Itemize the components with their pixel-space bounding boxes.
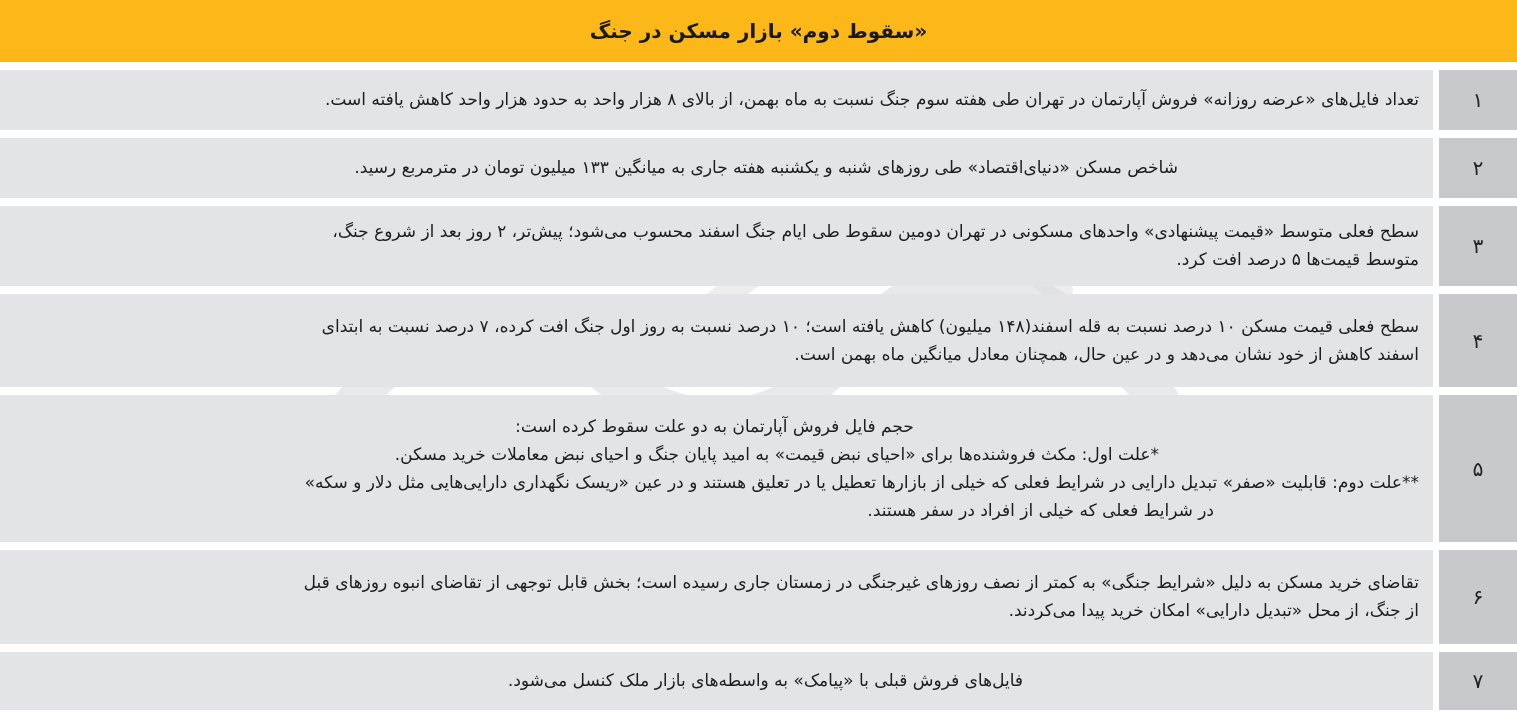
row-text-line: سطح فعلی متوسط «قیمت پیشنهادی» واحدهای مسکونی در تهران دومین سقوط طی ایام جنگ اسفند محسوب می‌شود؛ پیش‌تر، ۲ روز بعد از شروع جنگ، — [332, 222, 1419, 242]
row-text-line: تقاضای خرید مسکن به دلیل «شرایط جنگی» به کمتر از نصف روزهای غیرجنگی در زمستان جاری رسیده است؛ بخش قابل توجهی از تقاضای انبوه روزهای قبل — [303, 573, 1419, 593]
row-text-line: سطح فعلی قیمت مسکن ۱۰ درصد نسبت به قله اسفند(۱۴۸ میلیون) کاهش یافته است؛ ۱۰ درصد نسبت به روز اول جنگ افت کرده، ۷ درصد نسبت به ابتدای — [321, 316, 1419, 337]
row-text-line: اسفند کاهش از خود نشان می‌دهد و در عین حال، همچنان معادل میانگین ماه بهمن است. — [794, 344, 1419, 365]
summary-table — [0, 62, 1517, 713]
row-text-line: متوسط قیمت‌ها ۵ درصد افت کرد. — [1176, 250, 1419, 270]
row-number: ۱ — [1439, 70, 1517, 130]
row-number: ۳ — [1439, 206, 1517, 286]
row-text-line: تعداد فایل‌های «عرضه روزانه» فروش آپارتمان در تهران طی هفته سوم جنگ نسبت به ماه بهمن، از بالای ۸ هزار واحد به حدود هزار واحد کاهش یافته است. — [324, 90, 1419, 110]
row-number: ۲ — [1439, 138, 1517, 198]
table-row — [0, 294, 1517, 387]
row-text-line: **علت دوم: قابلیت «صفر» تبدیل دارایی در شرایط فعلی که خیلی از بازارها تعطیل یا در تعلیق هستند و در عین «ریسک نگهداری دارایی‌هایی مثل دلار و سکه» — [304, 472, 1419, 493]
row-text-line: شاخص مسکن «دنیای‌اقتصاد» طی روزهای شنبه و یکشنبه هفته جاری به میانگین ۱۳۳ میلیون تومان در مترمربع رسید. — [354, 158, 1178, 178]
row-text-line: حجم فایل فروش آپارتمان به دو علت سقوط کرده است: — [515, 416, 914, 437]
table-row — [0, 550, 1517, 644]
row-text-line: از جنگ، از محل «تبدیل دارایی» امکان خرید پیدا می‌کردند. — [1008, 601, 1419, 621]
row-text-line: در شرایط فعلی که خیلی از افراد در سفر هستند. — [867, 500, 1214, 521]
row-number: ۵ — [1439, 395, 1517, 542]
row-number: ۷ — [1439, 652, 1517, 710]
table-row — [0, 70, 1517, 130]
row-number: ۶ — [1439, 550, 1517, 644]
row-text-line: *علت اول: مکث فروشنده‌ها برای «احیای نبض قیمت» به امید پایان جنگ و احیای نبض معاملات خرید مسکن. — [394, 444, 1159, 465]
row-text-line: فایل‌های فروش قبلی با «پیامک» به واسطه‌های بازار ملک کنسل می‌شود. — [507, 671, 1023, 691]
table-row — [0, 138, 1517, 198]
page-title: «سقوط دوم» بازار مسکن در جنگ — [589, 19, 928, 43]
table-row — [0, 395, 1517, 542]
table-row — [0, 652, 1517, 710]
table-row — [0, 206, 1517, 286]
table-header — [0, 0, 1517, 62]
row-number: ۴ — [1439, 294, 1517, 387]
